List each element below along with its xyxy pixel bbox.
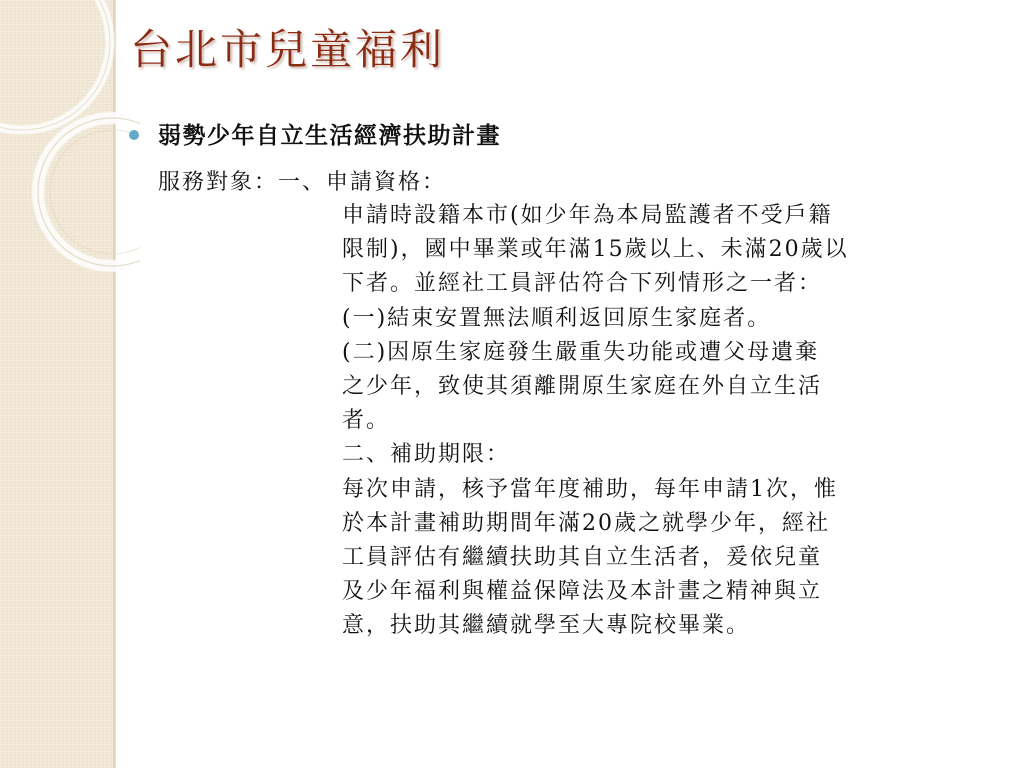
bullet-icon [129, 130, 139, 140]
service-target-line: 服務對象：一、申請資格： [158, 170, 447, 195]
body-line: 於本計畫補助期間年滿20歲之就學少年，經社 [342, 510, 830, 536]
decorative-rings [0, 0, 140, 300]
body-line: 下者。並經社工員評估符合下列情形之一者： [342, 271, 823, 297]
eligibility-body [342, 199, 992, 644]
body-line: (二)因原生家庭發生嚴重失功能或遭父母遺棄 [342, 339, 820, 365]
body-line: (一)結束安置無法順利返回原生家庭者。 [342, 305, 772, 331]
body-line: 意，扶助其繼續就學至大專院校畢業。 [342, 613, 751, 639]
slide-title: 台北市兒童福利 [130, 25, 446, 74]
body-line: 工員評估有繼續扶助其自立生活者，爰依兒童 [342, 545, 823, 571]
body-line: 及少年福利與權益保障法及本計畫之精神與立 [342, 579, 823, 605]
body-line: 限制)，國中畢業或年滿15歲以上、未滿20歲以 [342, 237, 849, 263]
body-line: 之少年，致使其須離開原生家庭在外自立生活 [342, 374, 823, 400]
program-heading: 弱勢少年自立生活經濟扶助計畫 [158, 122, 501, 149]
body-line: 者。 [342, 408, 391, 434]
subsidy-period-heading: 二、補助期限： [342, 442, 511, 468]
body-line: 申請時設籍本市(如少年為本局監護者不受戶籍 [342, 203, 833, 228]
body-line: 每次申請，核予當年度補助，每年申請1次，惟 [342, 476, 838, 502]
